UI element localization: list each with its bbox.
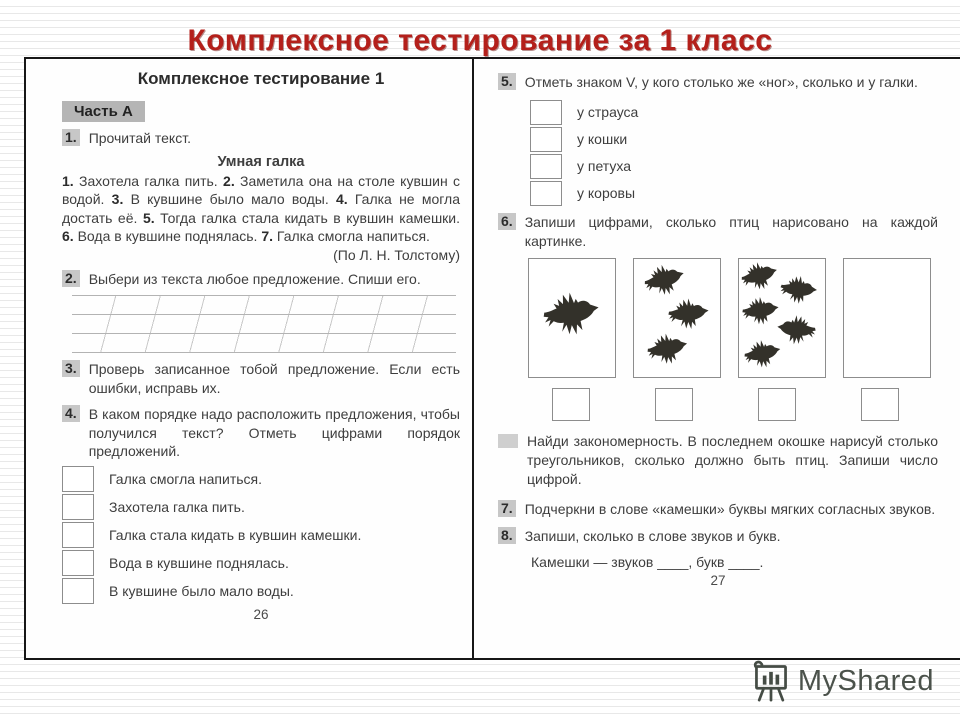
left-page-number: 26 bbox=[253, 607, 269, 623]
task-7-text: Подчеркни в слове «камешки» буквы мягких согласных звуков. bbox=[524, 500, 936, 517]
answer-checkbox[interactable] bbox=[62, 466, 94, 492]
task-2-text: Выбери из текста любое предложение. Спиши его. bbox=[88, 270, 421, 287]
bird-picture-box bbox=[633, 258, 721, 378]
task-1 bbox=[62, 129, 460, 148]
story-text: 1. Захотела галка пить. 2. Заметила она на столе кувшин с водой. 3. В кувшине было мало воды. 4. Галка не могла достать её. 5. Тогда галка стала кидать в кувшин камешки. 6. Вода в кувшине поднялась. 7. Галка смогла напиться. bbox=[62, 172, 461, 245]
task-3 bbox=[62, 360, 460, 398]
task-5-text: Отметь знаком V, у кого столько же «ног», сколько и у галки. bbox=[524, 74, 918, 90]
task-7-number: 7. bbox=[498, 500, 516, 517]
checkbox-row bbox=[530, 181, 938, 206]
option-label: Вода в кувшине поднялась. bbox=[109, 555, 289, 572]
count-answer-box[interactable] bbox=[758, 388, 796, 421]
option-label: Галка смогла напиться. bbox=[109, 471, 263, 488]
right-page bbox=[476, 59, 960, 658]
handwriting-lines-area[interactable] bbox=[72, 295, 456, 353]
checkbox-row bbox=[62, 578, 460, 604]
task-2 bbox=[62, 270, 460, 289]
answer-checkbox[interactable] bbox=[62, 578, 94, 604]
task-5-options bbox=[530, 100, 938, 206]
answer-checkbox[interactable] bbox=[62, 522, 94, 548]
bird-picture-box bbox=[738, 258, 826, 378]
bird-icon bbox=[644, 327, 692, 372]
story-attribution: (По Л. Н. Толстому) bbox=[333, 246, 460, 263]
bird-icon bbox=[540, 284, 605, 344]
checkbox-row bbox=[530, 127, 938, 152]
task-8-text: Запиши, сколько в слове звуков и букв. bbox=[524, 528, 781, 545]
task-5 bbox=[498, 73, 938, 92]
worksheet-scan bbox=[24, 57, 960, 660]
checkbox-row bbox=[62, 522, 460, 548]
task-6-number: 6. bbox=[498, 213, 516, 230]
answer-checkbox[interactable] bbox=[530, 181, 562, 206]
part-a-label: Часть А bbox=[62, 101, 145, 122]
task-4-text: В каком порядке надо расположить предложения, чтобы получился текст? Отметь цифрами порядок предложений. bbox=[88, 405, 460, 460]
option-label: В кувшине было мало воды. bbox=[109, 583, 294, 600]
checkbox-row bbox=[62, 466, 460, 492]
checkbox-row bbox=[62, 550, 460, 576]
checkbox-row bbox=[530, 100, 938, 125]
story-title: Умная галка bbox=[217, 153, 305, 170]
option-label: Захотела галка пить. bbox=[109, 499, 245, 516]
task-1-text: Прочитай текст. bbox=[88, 130, 191, 146]
checkbox-row bbox=[62, 494, 460, 520]
answer-cell bbox=[631, 388, 717, 421]
answer-checkbox[interactable] bbox=[530, 127, 562, 152]
bird-picture-box bbox=[843, 258, 931, 378]
option-label: у петуха bbox=[577, 158, 631, 175]
page-title: Комплексное тестирование за 1 класс bbox=[187, 24, 773, 57]
task-6-text: Запиши цифрами, сколько птиц нарисовано на каждой картинке. bbox=[524, 213, 938, 249]
option-label: у страуса bbox=[577, 104, 639, 121]
answer-cell bbox=[734, 388, 820, 421]
checkbox-row bbox=[530, 154, 938, 179]
right-page-number: 27 bbox=[710, 573, 726, 588]
myshared-label: MyShared bbox=[797, 664, 934, 697]
pattern-task-text: Найди закономерность. В последнем окошке нарисуй столько треугольников, сколько должно быть птиц. Запиши число цифрой. bbox=[527, 433, 938, 487]
task-8-number: 8. bbox=[498, 527, 516, 544]
task-8-answer-line[interactable]: Камешки — звуков ____, букв ____. bbox=[531, 554, 764, 570]
answer-checkbox[interactable] bbox=[62, 494, 94, 520]
task-5-number: 5. bbox=[498, 73, 516, 90]
answer-checkbox[interactable] bbox=[530, 100, 562, 125]
bird-icon bbox=[779, 271, 820, 309]
task-4-number: 4. bbox=[62, 405, 80, 422]
answer-checkbox[interactable] bbox=[530, 154, 562, 179]
task-3-text: Проверь записанное тобой предложение. Если есть ошибки, исправь их. bbox=[88, 361, 460, 397]
answer-cell bbox=[837, 388, 923, 421]
option-label: у коровы bbox=[577, 185, 636, 202]
task-8 bbox=[498, 527, 938, 546]
bird-icon bbox=[737, 255, 782, 297]
flipchart-chart-icon bbox=[751, 658, 791, 704]
bird-picture-row bbox=[528, 258, 938, 378]
bird-count-answer-row bbox=[528, 388, 938, 421]
count-answer-box[interactable] bbox=[861, 388, 899, 421]
task-4-options bbox=[62, 466, 460, 604]
left-page bbox=[26, 59, 474, 658]
pattern-task bbox=[498, 432, 938, 488]
myshared-watermark[interactable] bbox=[751, 658, 934, 704]
task-7 bbox=[498, 500, 938, 519]
task-4 bbox=[62, 405, 460, 461]
count-answer-box[interactable] bbox=[655, 388, 693, 421]
option-label: у кошки bbox=[577, 131, 628, 148]
task-1-number: 1. bbox=[62, 129, 80, 146]
bird-icon bbox=[775, 311, 817, 350]
task-2-number: 2. bbox=[62, 270, 80, 287]
answer-checkbox[interactable] bbox=[62, 550, 94, 576]
option-label: Галка стала кидать в кувшин камешки. bbox=[109, 527, 362, 544]
count-answer-box[interactable] bbox=[552, 388, 590, 421]
bird-picture-box bbox=[528, 258, 616, 378]
task-3-number: 3. bbox=[62, 360, 80, 377]
test-heading: Комплексное тестирование 1 bbox=[137, 69, 385, 88]
task-6 bbox=[498, 213, 938, 251]
answer-cell bbox=[528, 388, 614, 421]
bird-icon bbox=[741, 334, 784, 374]
gray-square-bullet bbox=[498, 434, 518, 448]
